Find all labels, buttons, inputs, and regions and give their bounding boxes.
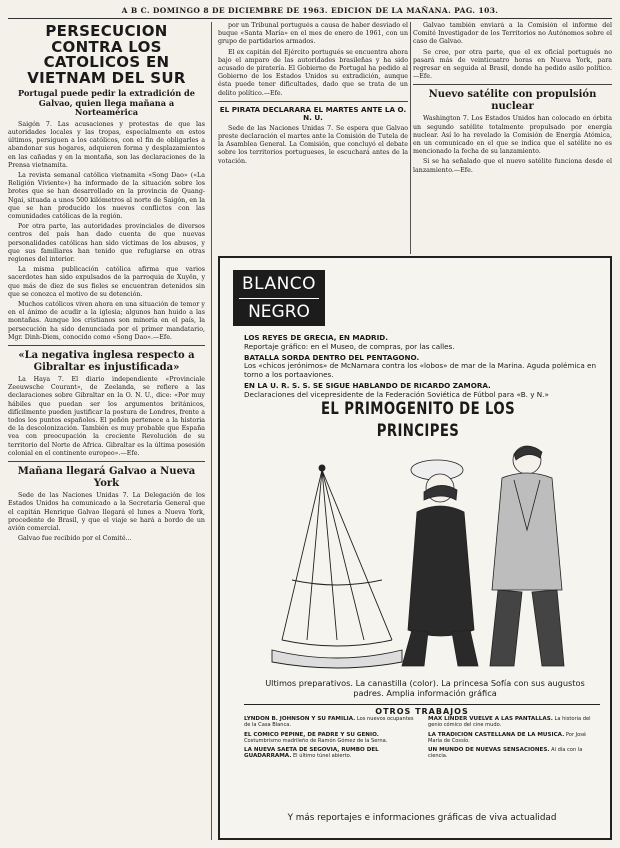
list-item-heading: LA NUEVA SAETA DE SEGOVIA, RUMBO DEL GUADARRAMA. xyxy=(244,747,379,760)
article-headline-vietnam: PERSECUCION CONTRA LOS CATOLICOS EN VIETNAM DEL SUR xyxy=(27,22,186,87)
ad-item-description: Declaraciones del vicepresidente de la Federación Soviética de Fútbol para «B. y N.» xyxy=(244,389,549,399)
column-3 xyxy=(413,22,612,262)
ad-item-description: Los «chicos jerónimos» de McNamara contra los «lobos» de mar de la Marina. Aguda polémica en torno a los portaaviones. xyxy=(244,361,597,380)
ad-item-heading: LOS REYES DE GRECIA, EN MADRID. xyxy=(244,333,388,342)
paragraph: Saigón 7. Las acusaciones y protestas de que las autoridades locales y las tropas, especialmente en estos últimos, persiguen a los católicos, con el fin de obligarles a abandonar sus hogares, adquieren forma y desplazamientos en las cañadas y en la montaña, son las declaraciones de la Prensa vietnamita. xyxy=(8,120,205,169)
paragraph: Galvao también enviará a la Comisión el informe del Comité Investigador de los Territorios no Autónomos sobre el caso de Galvao. xyxy=(413,22,612,46)
list-item-heading: UN MUNDO DE NUEVAS SENSACIONES. xyxy=(428,747,550,754)
column-rule-1 xyxy=(211,22,212,840)
list-item-desc: El último túnel abierto. xyxy=(292,753,352,760)
paragraph: Sede de las Naciones Unidas 7. Se espera que Galvao preste declaración el martes ante la Comisión de Tutela de la Asamblea General. La Comisión, que concluyó el debate sobre los territorios portugueses, le escuchará antes de la votación. xyxy=(218,124,408,165)
list-item-desc: Al día con la ciencia. xyxy=(428,747,583,760)
woman-figure xyxy=(402,460,478,666)
logo-line-2: NEGRO xyxy=(239,298,319,325)
list-item-heading: EL COMICO PEPINE, DE PADRE Y SU GENIO. xyxy=(244,731,379,738)
article-headline-gibraltar: «La negativa inglesa respecto a Gibraltar es injustificada» xyxy=(18,350,195,373)
paragraph: Sede de las Naciones Unidas 7. La Delegación de los Estados Unidos ha comunicado a la Secretaría General que el capitán Henrique Galvao llegará el lunes a Nueva York, procedente de Brasil, y que el viaje se hará a bordo de un avión comercial. xyxy=(8,492,205,532)
divider xyxy=(413,84,612,85)
list-item xyxy=(244,747,416,760)
paragraph: La revista semanal católica vietnamita «Song Dao» («La Religión Viviente») ha informado de la situación sobre los brotes que se han desarrollado en la provincia de Quang-Ngai, situada a unos 500 kilómetros al norte de Saigón, en la que se han producido los nuevos conflictos con las comunidades católicas de la región. xyxy=(8,172,205,221)
article-headline-galvao-ny: Mañana llegará Galvao a Nueva York xyxy=(17,466,196,489)
list-item xyxy=(428,747,600,760)
divider xyxy=(8,461,205,462)
blanco-y-negro-logo xyxy=(233,270,325,326)
list-item-desc: Los nuevos ocupantes de la Casa Blanca. xyxy=(244,716,414,729)
divider xyxy=(8,345,205,346)
paragraph: El ex capitán del Ejército portugués se encuentra ahora bajo el amparo de las autoridades brasileñas y ha sido acusado de piratería. El Gobierno de Portugal ha pedido al Gobierno de los Estados Unidos su extradición, aunque ésta puede tener dificultades, dado que se trata de un delito político.—Efe. xyxy=(218,48,408,97)
paragraph: Muchos católicos viven ahora en una situación de temor y en el ánimo de acudir a la iglesia; algunos han huido a las montañas. Aunque los cristianos son minoría en el país, la persecución ha sido denunciada por el primer mandatario, Mgr. Dinh-Diem, conocido como «Song Dao».—Efe. xyxy=(8,301,205,341)
paragraph: La Haya 7. El diario independiente «Provinciale Zeeuwsche Courant», de Zeelanda, se refiere a las declaraciones sobre Gibraltar en la O. N. U., dice: «Por muy hábiles que puedan ser los argumentos británicos, difícilmente pueden justificar la postura de Londres, frente a todos los puntos españoles. El peñón pertenece a la historia de la descolonización. También es muy probable que España vea con preocupación la creciente Revolución de su territorio del Norte de Africa. Gibraltar es la última posesión colonial en el continente europeo».—Efe. xyxy=(8,376,205,457)
otros-left-column xyxy=(244,716,416,763)
list-item-heading: LA TRADICION CASTELLANA DE LA MUSICA. xyxy=(428,731,565,738)
list-item-desc: Por José María de Cossío. xyxy=(428,731,587,744)
paragraph: Washington 7. Los Estados Unidos han colocado en órbita un segundo satélite totalmente propulsado por energía nuclear. Así lo ha revelado la Comisión de Energía Atómica, en un comunicado en el que se indica que el satélite no es mencionado la fecha de su lanzamiento. xyxy=(413,115,612,156)
ad-item-description: Reportaje gráfico: en el Museo, de compras, por las calles. xyxy=(244,341,455,351)
royal-family-illustration xyxy=(252,430,592,674)
paragraph: Se cree, por otra parte, que el ex oficial portugués no pasará más de veinticuatro horas en Nueva York, para regresar en seguida al Brasil, donde ha pedido asilo político.—Efe. xyxy=(413,48,612,81)
ad-footer-tagline: Y más reportajes e informaciones gráficas de viva actualidad xyxy=(287,813,557,823)
paragraph: Galvao fue recibido por el Comité... xyxy=(18,535,132,543)
paragraph: Si se ha señalado que el nuevo satélite funciona desde el lanzamiento.—Efe. xyxy=(413,158,612,174)
list-item xyxy=(244,716,416,729)
otros-trabajos-list xyxy=(244,716,600,806)
column-2 xyxy=(218,22,408,254)
illustration-caption: Ultimos preparativos. La canastilla (color). La princesa Sofía con sus augustos padres. Amplia información gráfica xyxy=(265,678,585,698)
list-item-desc: Costumbrismo madrileño de Ramón Gómez de la Serna. xyxy=(244,737,388,744)
paragraph: por un Tribunal portugués a causa de haber desviado el buque «Santa María» en el mes de enero de 1961, con un grupo de partidarios armados. xyxy=(218,22,408,46)
list-item xyxy=(244,732,416,745)
cradle-drawing xyxy=(272,465,402,668)
ad-main-headline: EL PRIMOGENITO DE LOS PRINCIPES xyxy=(320,399,516,441)
logo-line-1: BLANCO xyxy=(241,274,317,294)
paragraph: La misma publicación católica afirma que varios sacerdotes han sido expulsados de la parroquia de Xuyên, y que más de diez de sus fieles se encuentran detenidos sin que se conozca el motivo de su detención. xyxy=(8,266,205,298)
list-item-heading: LYNDON B. JOHNSON Y SU FAMILIA. xyxy=(244,716,356,722)
ad-item-heading: EN LA U. R. S. S. SE SIGUE HABLANDO DE RICARDO ZAMORA. xyxy=(244,380,491,390)
masthead: A B C. DOMINGO 8 DE DICIEMBRE DE 1963. EDICION DE LA MAÑANA. PAG. 103. xyxy=(8,4,612,19)
paragraph: Por otra parte, las autoridades provinciales de diversos centros del país han dado cuenta de que nuevas personalidades católicas han sido víctimas de los abusos, y que sus familiares han tenido que refugiarse en otras regiones del interior. xyxy=(8,223,205,264)
man-figure xyxy=(490,446,564,666)
list-item-desc: La historia del genio cómico del cine mudo. xyxy=(428,716,591,729)
article-subhead-galvao: Portugal puede pedir la extradición de Galvao, quien llega mañana a Norteamérica xyxy=(18,88,195,118)
article-headline-pirata: EL PIRATA DECLARARA EL MARTES ANTE LA O. N. U. xyxy=(219,104,407,123)
article-headline-satelite: Nuevo satélite con propulsión nuclear xyxy=(428,89,597,112)
list-item-heading: MAX LINDER VUELVE A LAS PANTALLAS. xyxy=(428,716,553,722)
otros-trabajos-title: OTROS TRABAJOS xyxy=(244,704,600,716)
ad-feature-list xyxy=(244,334,599,402)
divider xyxy=(218,101,408,102)
otros-right-column xyxy=(428,716,600,763)
column-1 xyxy=(8,22,205,840)
column-rule-2 xyxy=(410,22,411,254)
list-item xyxy=(428,716,600,729)
list-item xyxy=(428,732,600,745)
ad-item-heading: BATALLA SORDA DENTRO DEL PENTAGONO. xyxy=(244,352,420,362)
